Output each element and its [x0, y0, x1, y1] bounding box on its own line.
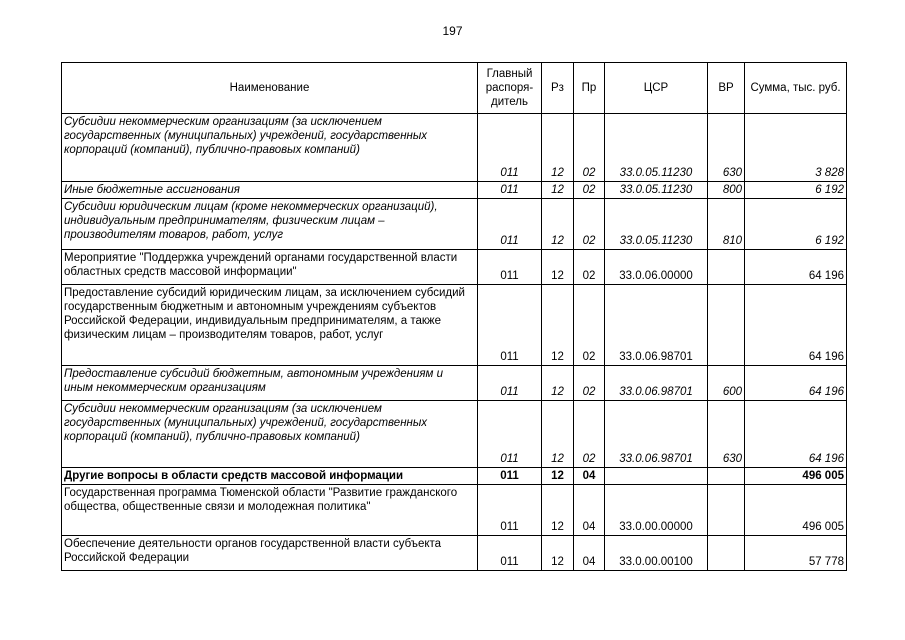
table-row — [62, 401, 847, 468]
row-glav: 011 — [478, 536, 542, 571]
row-vr — [708, 485, 745, 536]
row-rz: 12 — [542, 366, 574, 401]
row-name: Мероприятие "Поддержка учреждений органами государственной власти областных средств массовой информации" — [62, 250, 478, 285]
row-sum: 3 828 — [745, 114, 847, 182]
row-name: Государственная программа Тюменской области "Развитие гражданского общества, общественные связи и молодежная политика" — [62, 485, 478, 536]
row-glav: 011 — [478, 199, 542, 250]
row-glav: 011 — [478, 401, 542, 468]
row-sum: 496 005 — [745, 468, 847, 485]
row-csr: 33.0.06.98701 — [605, 285, 708, 366]
row-rz: 12 — [542, 114, 574, 182]
row-csr: 33.0.06.00000 — [605, 250, 708, 285]
row-csr: 33.0.06.98701 — [605, 401, 708, 468]
row-pr: 02 — [574, 250, 605, 285]
budget-table — [61, 62, 847, 571]
row-name: Предоставление субсидий юридическим лицам, за исключением субсидий государственным бюджетным и автономным учреждениям субъектов Российской Федерации, индивидуальным предпринимателям, а также физическим лицам – производителям товаров, работ, услуг — [62, 285, 478, 366]
row-rz: 12 — [542, 536, 574, 571]
row-name: Иные бюджетные ассигнования — [62, 182, 478, 199]
row-vr: 600 — [708, 366, 745, 401]
header-rz: Рз — [542, 63, 574, 114]
table-row — [62, 199, 847, 250]
header-name: Наименование — [62, 63, 478, 114]
header-sum: Сумма, тыс. руб. — [745, 63, 847, 114]
row-glav: 011 — [478, 114, 542, 182]
row-glav: 011 — [478, 366, 542, 401]
row-rz: 12 — [542, 182, 574, 199]
row-rz: 12 — [542, 285, 574, 366]
table-row — [62, 114, 847, 182]
row-vr — [708, 536, 745, 571]
row-pr: 04 — [574, 536, 605, 571]
header-vr: ВР — [708, 63, 745, 114]
row-csr: 33.0.05.11230 — [605, 182, 708, 199]
row-glav: 011 — [478, 485, 542, 536]
row-csr: 33.0.00.00000 — [605, 485, 708, 536]
row-csr — [605, 468, 708, 485]
header-pr: Пр — [574, 63, 605, 114]
table-row — [62, 182, 847, 199]
row-pr: 04 — [574, 468, 605, 485]
row-csr: 33.0.05.11230 — [605, 114, 708, 182]
row-pr: 02 — [574, 199, 605, 250]
row-pr: 02 — [574, 182, 605, 199]
row-rz: 12 — [542, 401, 574, 468]
row-sum: 496 005 — [745, 485, 847, 536]
row-vr — [708, 468, 745, 485]
row-rz: 12 — [542, 199, 574, 250]
row-rz: 12 — [542, 250, 574, 285]
row-pr: 02 — [574, 114, 605, 182]
row-name: Обеспечение деятельности органов государственной власти субъекта Российской Федерации — [62, 536, 478, 571]
row-glav: 011 — [478, 468, 542, 485]
row-sum: 64 196 — [745, 366, 847, 401]
row-vr — [708, 285, 745, 366]
row-glav: 011 — [478, 285, 542, 366]
row-pr: 02 — [574, 366, 605, 401]
table-header-row — [62, 63, 847, 114]
header-glav: Главный распоря-дитель — [478, 63, 542, 114]
row-csr: 33.0.00.00100 — [605, 536, 708, 571]
row-pr: 02 — [574, 285, 605, 366]
row-sum: 6 192 — [745, 182, 847, 199]
row-name: Предоставление субсидий бюджетным, автономным учреждениям и иным некоммерческим организациям — [62, 366, 478, 401]
row-vr: 630 — [708, 401, 745, 468]
header-csr: ЦСР — [605, 63, 708, 114]
row-glav: 011 — [478, 182, 542, 199]
row-csr: 33.0.05.11230 — [605, 199, 708, 250]
table-row — [62, 536, 847, 571]
row-rz: 12 — [542, 468, 574, 485]
table-row — [62, 285, 847, 366]
row-pr: 04 — [574, 485, 605, 536]
row-csr: 33.0.06.98701 — [605, 366, 708, 401]
table-row — [62, 366, 847, 401]
row-glav: 011 — [478, 250, 542, 285]
row-name: Субсидии некоммерческим организациям (за исключением государственных (муниципальных) учреждений, государственных корпораций (компаний), публично-правовых компаний) — [62, 401, 478, 468]
row-sum: 57 778 — [745, 536, 847, 571]
page-number: 197 — [442, 24, 463, 38]
row-name: Субсидии юридическим лицам (кроме некоммерческих организаций), индивидуальным предпринимателям, физическим лицам – производителям товаров, работ, услуг — [62, 199, 478, 250]
row-pr: 02 — [574, 401, 605, 468]
table-row — [62, 250, 847, 285]
row-name: Субсидии некоммерческим организациям (за исключением государственных (муниципальных) учреждений, государственных корпораций (компаний), публично-правовых компаний) — [62, 114, 478, 182]
row-sum: 64 196 — [745, 250, 847, 285]
row-vr — [708, 250, 745, 285]
row-sum: 64 196 — [745, 285, 847, 366]
row-sum: 64 196 — [745, 401, 847, 468]
row-sum: 6 192 — [745, 199, 847, 250]
row-name: Другие вопросы в области средств массовой информации — [62, 468, 478, 485]
row-vr: 630 — [708, 114, 745, 182]
table-row — [62, 485, 847, 536]
row-rz: 12 — [542, 485, 574, 536]
table-row — [62, 468, 847, 485]
row-vr: 810 — [708, 199, 745, 250]
row-vr: 800 — [708, 182, 745, 199]
